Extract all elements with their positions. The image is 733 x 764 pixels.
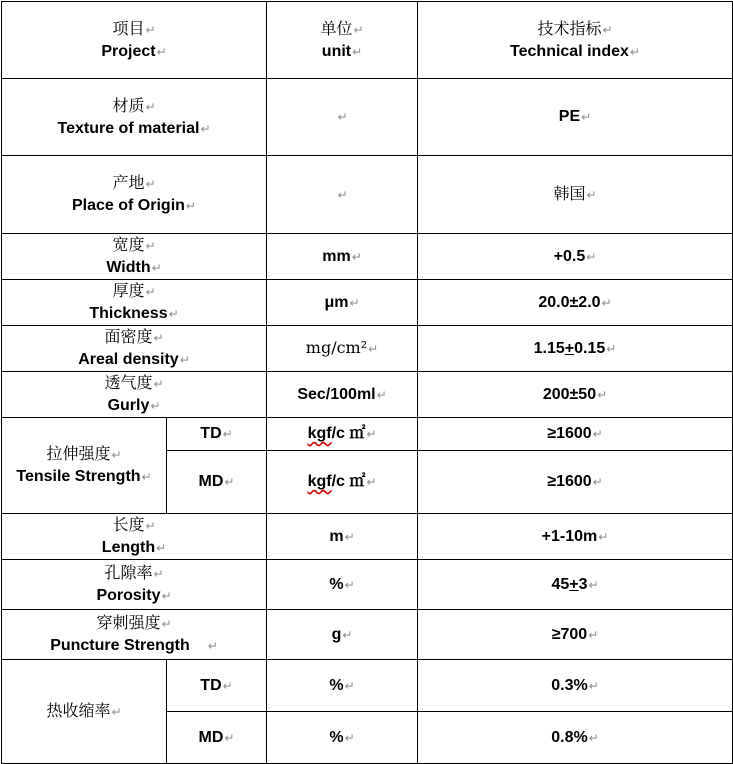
paragraph-mark-icon: ↵ bbox=[366, 475, 377, 489]
thickness-zh: 厚度 bbox=[112, 281, 145, 300]
width-zh: 宽度 bbox=[112, 235, 145, 254]
paragraph-mark-icon: ↵ bbox=[344, 678, 355, 693]
thickness-name-cell bbox=[2, 280, 267, 326]
paragraph-mark-icon: ↵ bbox=[161, 589, 172, 603]
tensile-md-unit-b: /c ㎡ bbox=[331, 473, 366, 490]
origin-en: Place of Origin bbox=[72, 197, 185, 214]
row-gurly bbox=[2, 372, 733, 418]
tensile-name-cell bbox=[2, 418, 167, 514]
paragraph-mark-icon: ↵ bbox=[368, 342, 379, 356]
paragraph-mark-icon: ↵ bbox=[349, 295, 360, 310]
paragraph-mark-icon: ↵ bbox=[111, 448, 122, 462]
paragraph-mark-icon: ↵ bbox=[352, 44, 363, 59]
width-unit-cell bbox=[267, 234, 418, 280]
origin-name-cell bbox=[2, 156, 267, 234]
material-name-cell bbox=[2, 79, 267, 156]
paragraph-mark-icon: ↵ bbox=[168, 307, 179, 321]
width-name-cell bbox=[2, 234, 267, 280]
paragraph-mark-icon: ↵ bbox=[145, 99, 156, 114]
shrink-md-value: 0.8% bbox=[551, 728, 588, 746]
row-porosity bbox=[2, 560, 733, 610]
paragraph-mark-icon: ↵ bbox=[145, 285, 156, 299]
header-unit-cell bbox=[267, 2, 418, 79]
header-index-en: Technical index bbox=[510, 42, 629, 60]
paragraph-mark-icon: ↵ bbox=[145, 239, 156, 253]
shrink-td-label: TD bbox=[200, 676, 222, 694]
density-unit: mg/cm² bbox=[305, 338, 368, 357]
thickness-unit-cell bbox=[267, 280, 418, 326]
tensile-md-unit-cell bbox=[267, 451, 418, 514]
gurly-value-cell bbox=[418, 372, 733, 418]
header-unit-en: unit bbox=[321, 42, 352, 60]
shrink-td-unit: % bbox=[329, 676, 344, 694]
paragraph-mark-icon: ↵ bbox=[353, 22, 364, 37]
paragraph-mark-icon: ↵ bbox=[351, 249, 362, 264]
paragraph-mark-icon: ↵ bbox=[141, 470, 152, 484]
thickness-en: Thickness bbox=[89, 305, 168, 322]
header-unit-zh: 单位 bbox=[320, 18, 353, 38]
header-project-en: Project bbox=[101, 42, 156, 60]
row-length bbox=[2, 514, 733, 560]
tensile-td-value-cell bbox=[418, 418, 733, 451]
paragraph-mark-icon: ↵ bbox=[156, 44, 167, 59]
paragraph-mark-icon: ↵ bbox=[111, 705, 122, 719]
row-origin bbox=[2, 156, 733, 234]
row-material bbox=[2, 79, 733, 156]
tensile-td-unit-b: /c ㎡ bbox=[331, 425, 366, 442]
porosity-value-b: 3 bbox=[578, 575, 588, 593]
paragraph-mark-icon: ↵ bbox=[179, 353, 190, 367]
paragraph-mark-icon: ↵ bbox=[586, 188, 597, 202]
paragraph-mark-icon: ↵ bbox=[588, 678, 599, 693]
thickness-value-cell bbox=[418, 280, 733, 326]
tensile-td-label: TD bbox=[200, 425, 222, 442]
paragraph-mark-icon: ↵ bbox=[222, 678, 233, 693]
density-name-cell bbox=[2, 326, 267, 372]
paragraph-mark-icon: ↵ bbox=[366, 427, 377, 441]
paragraph-mark-icon: ↵ bbox=[601, 295, 612, 310]
gurly-zh: 透气度 bbox=[104, 373, 153, 392]
puncture-name-cell bbox=[2, 610, 267, 660]
shrink-td-unit-cell bbox=[267, 660, 418, 712]
tensile-en: Tensile Strength bbox=[16, 468, 141, 485]
paragraph-mark-icon: ↵ bbox=[344, 529, 355, 544]
paragraph-mark-icon: ↵ bbox=[586, 249, 597, 264]
paragraph-mark-icon: ↵ bbox=[376, 387, 387, 402]
thickness-value: 20.0±2.0 bbox=[538, 293, 601, 311]
gurly-value: 200±50 bbox=[542, 385, 597, 403]
paragraph-mark-icon: ↵ bbox=[588, 627, 599, 642]
width-value-cell bbox=[418, 234, 733, 280]
length-value-cell bbox=[418, 514, 733, 560]
material-en: Texture of material bbox=[57, 119, 200, 137]
porosity-value-a: 45 bbox=[551, 575, 570, 593]
gurly-unit: Sec/100ml bbox=[297, 385, 376, 403]
length-zh: 长度 bbox=[112, 515, 145, 534]
porosity-unit-cell bbox=[267, 560, 418, 610]
shrink-zh: 热收缩率 bbox=[46, 701, 111, 720]
length-name-cell bbox=[2, 514, 267, 560]
puncture-unit: g bbox=[331, 625, 342, 643]
paragraph-mark-icon: ↵ bbox=[629, 44, 640, 59]
puncture-unit-cell bbox=[267, 610, 418, 660]
density-value-a: 1.15 bbox=[533, 339, 565, 357]
paragraph-mark-icon: ↵ bbox=[344, 730, 355, 745]
tensile-td-label-cell bbox=[167, 418, 267, 451]
shrink-md-unit: % bbox=[329, 728, 344, 746]
spec-table bbox=[1, 1, 733, 764]
row-width bbox=[2, 234, 733, 280]
porosity-unit: % bbox=[329, 575, 344, 593]
paragraph-mark-icon: ↵ bbox=[200, 121, 211, 136]
paragraph-mark-icon: ↵ bbox=[224, 475, 235, 489]
material-zh: 材质 bbox=[112, 95, 145, 115]
header-index-zh: 技术指标 bbox=[537, 18, 602, 38]
porosity-plus-minus: + bbox=[569, 575, 579, 593]
porosity-value-cell bbox=[418, 560, 733, 610]
paragraph-mark-icon: ↵ bbox=[222, 427, 233, 441]
shrink-td-value: 0.3% bbox=[551, 676, 588, 694]
shrink-name-cell bbox=[2, 660, 167, 764]
paragraph-mark-icon: ↵ bbox=[207, 639, 218, 653]
shrink-td-label-cell bbox=[167, 660, 267, 712]
paragraph-mark-icon: ↵ bbox=[145, 177, 156, 191]
tensile-zh: 拉伸强度 bbox=[46, 444, 111, 463]
tensile-td-unit-cell bbox=[267, 418, 418, 451]
width-value: +0.5 bbox=[553, 247, 586, 265]
paragraph-mark-icon: ↵ bbox=[588, 730, 599, 745]
paragraph-mark-icon: ↵ bbox=[224, 730, 235, 745]
origin-zh: 产地 bbox=[112, 173, 145, 192]
header-row bbox=[2, 2, 733, 79]
paragraph-mark-icon: ↵ bbox=[161, 617, 172, 631]
shrink-md-value-cell bbox=[418, 712, 733, 764]
paragraph-mark-icon: ↵ bbox=[151, 261, 162, 275]
puncture-zh: 穿刺强度 bbox=[96, 613, 161, 632]
width-en: Width bbox=[106, 259, 151, 276]
paragraph-mark-icon: ↵ bbox=[602, 22, 613, 37]
paragraph-mark-icon: ↵ bbox=[156, 541, 167, 555]
row-puncture bbox=[2, 610, 733, 660]
header-project-cell bbox=[2, 2, 267, 79]
paragraph-mark-icon: ↵ bbox=[150, 399, 161, 413]
paragraph-mark-icon: ↵ bbox=[153, 377, 164, 391]
paragraph-mark-icon: ↵ bbox=[581, 110, 592, 124]
material-value: PE bbox=[558, 108, 581, 125]
paragraph-mark-icon: ↵ bbox=[153, 331, 164, 345]
origin-value-cell bbox=[418, 156, 733, 234]
tensile-md-value: ≥1600 bbox=[547, 473, 592, 490]
porosity-zh: 孔隙率 bbox=[104, 563, 153, 582]
density-value-b: 0.15 bbox=[574, 339, 606, 357]
porosity-name-cell bbox=[2, 560, 267, 610]
paragraph-mark-icon: ↵ bbox=[598, 529, 609, 544]
paragraph-mark-icon: ↵ bbox=[597, 387, 608, 402]
puncture-value: ≥700 bbox=[551, 625, 588, 643]
material-value-cell bbox=[418, 79, 733, 156]
paragraph-mark-icon: ↵ bbox=[606, 341, 617, 356]
tensile-td-value: ≥1600 bbox=[547, 425, 592, 442]
origin-unit-cell bbox=[267, 156, 418, 234]
paragraph-mark-icon: ↵ bbox=[588, 577, 599, 592]
paragraph-mark-icon: ↵ bbox=[153, 567, 164, 581]
shrink-md-unit-cell bbox=[267, 712, 418, 764]
header-index-cell bbox=[418, 2, 733, 79]
gurly-unit-cell bbox=[267, 372, 418, 418]
porosity-en: Porosity bbox=[96, 587, 161, 604]
paragraph-mark-icon: ↵ bbox=[337, 110, 348, 124]
row-density bbox=[2, 326, 733, 372]
paragraph-mark-icon: ↵ bbox=[342, 627, 353, 642]
paragraph-mark-icon: ↵ bbox=[592, 475, 603, 489]
paragraph-mark-icon: ↵ bbox=[592, 427, 603, 441]
length-en: Length bbox=[101, 539, 156, 556]
density-value-cell bbox=[418, 326, 733, 372]
row-tensile-td bbox=[2, 418, 733, 451]
density-en: Areal density bbox=[78, 351, 179, 368]
density-unit-cell bbox=[267, 326, 418, 372]
length-value: +1-10m bbox=[541, 527, 598, 545]
material-unit-cell bbox=[267, 79, 418, 156]
paragraph-mark-icon: ↵ bbox=[145, 22, 156, 37]
density-plus-minus: + bbox=[564, 339, 575, 357]
paragraph-mark-icon: ↵ bbox=[337, 187, 348, 202]
tensile-md-label-cell bbox=[167, 451, 267, 514]
length-unit-cell bbox=[267, 514, 418, 560]
gurly-en: Gurly bbox=[107, 397, 150, 414]
tensile-md-unit-a: kgf bbox=[307, 473, 332, 490]
tensile-td-unit-a: kgf bbox=[307, 425, 332, 442]
row-shrink-td bbox=[2, 660, 733, 712]
tensile-md-label: MD bbox=[198, 473, 224, 490]
origin-value: 韩国 bbox=[553, 184, 586, 203]
shrink-td-value-cell bbox=[418, 660, 733, 712]
thickness-unit: μm bbox=[324, 293, 349, 311]
paragraph-mark-icon: ↵ bbox=[185, 199, 196, 213]
puncture-en: Puncture Strength bbox=[50, 637, 190, 654]
paragraph-mark-icon: ↵ bbox=[344, 577, 355, 592]
density-zh: 面密度 bbox=[104, 327, 153, 346]
shrink-md-label-cell bbox=[167, 712, 267, 764]
shrink-md-label: MD bbox=[198, 728, 224, 746]
width-unit: mm bbox=[322, 247, 351, 265]
gurly-name-cell bbox=[2, 372, 267, 418]
puncture-value-cell bbox=[418, 610, 733, 660]
header-project-zh: 项目 bbox=[112, 18, 145, 38]
paragraph-mark-icon: ↵ bbox=[145, 519, 156, 533]
length-unit: m bbox=[329, 527, 344, 545]
row-thickness bbox=[2, 280, 733, 326]
tensile-md-value-cell bbox=[418, 451, 733, 514]
